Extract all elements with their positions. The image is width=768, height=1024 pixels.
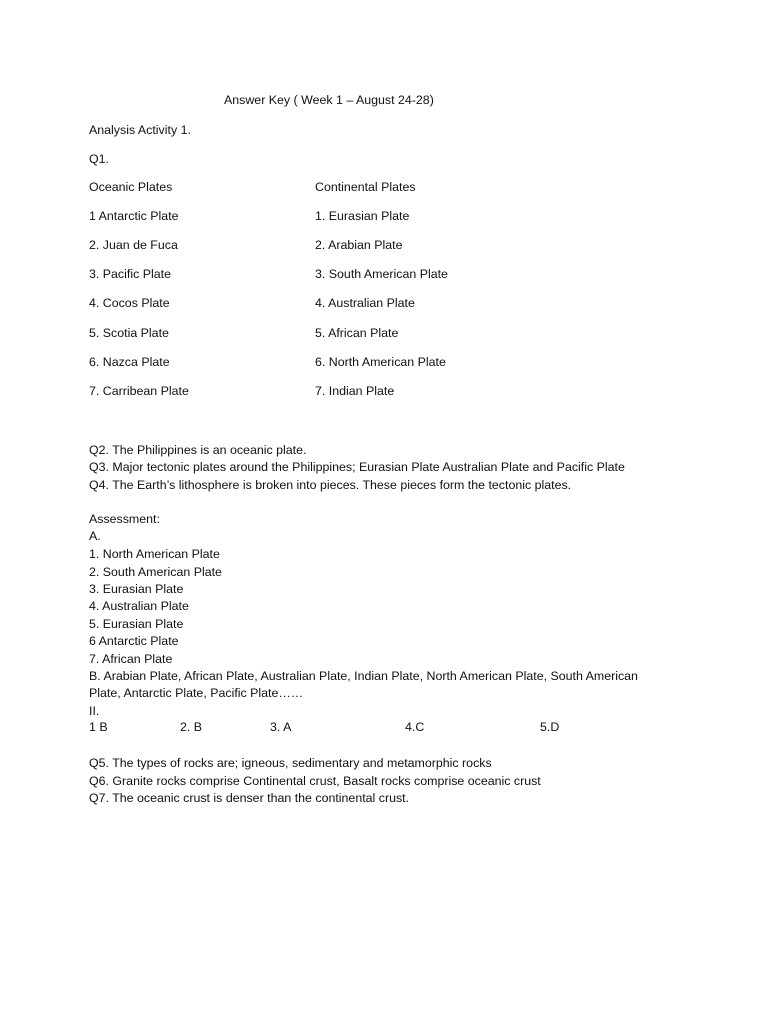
question-q3: Q3. Major tectonic plates around the Philippines; Eurasian Plate Australian Plate and Pacific Plate [89, 460, 625, 474]
oceanic-plate-item: 1 Antarctic Plate [89, 209, 179, 223]
continental-plate-item: 5. African Plate [315, 326, 399, 340]
answer-4: 4.C [405, 720, 425, 734]
assessment-part-ii: II. [89, 704, 100, 718]
continental-plate-item: 3. South American Plate [315, 267, 448, 281]
oceanic-plate-item: 3. Pacific Plate [89, 267, 171, 281]
question-q2: Q2. The Philippines is an oceanic plate. [89, 443, 307, 457]
assessment-a-item: 4. Australian Plate [89, 599, 189, 613]
oceanic-plate-item: 4. Cocos Plate [89, 296, 170, 310]
q1-label: Q1. [89, 152, 109, 166]
answer-3: 3. A [270, 720, 292, 734]
question-q5: Q5. The types of rocks are; igneous, sedimentary and metamorphic rocks [89, 756, 492, 770]
continental-plate-item: 2. Arabian Plate [315, 238, 403, 252]
continental-plate-item: 7. Indian Plate [315, 384, 395, 398]
assessment-part-b-line1: B. Arabian Plate, African Plate, Australian Plate, Indian Plate, North American Plate, South American [89, 669, 638, 683]
assessment-a-item: 3. Eurasian Plate [89, 582, 184, 596]
oceanic-plates-header: Oceanic Plates [89, 180, 173, 194]
analysis-heading: Analysis Activity 1. [89, 123, 191, 137]
continental-plate-item: 1. Eurasian Plate [315, 209, 410, 223]
assessment-heading: Assessment: [89, 512, 160, 526]
oceanic-plate-item: 5. Scotia Plate [89, 326, 169, 340]
answer-5: 5.D [540, 720, 560, 734]
question-q6: Q6. Granite rocks comprise Continental crust, Basalt rocks comprise oceanic crust [89, 774, 541, 788]
assessment-a-item: 2. South American Plate [89, 565, 222, 579]
answer-1: 1 B [89, 720, 108, 734]
assessment-part-b-line2: Plate, Antarctic Plate, Pacific Plate…… [89, 686, 304, 700]
assessment-part-a: A. [89, 529, 101, 543]
question-q4: Q4. The Earth’s lithosphere is broken into pieces. These pieces form the tectonic plates. [89, 478, 572, 492]
continental-plate-item: 6. North American Plate [315, 355, 446, 369]
assessment-a-item: 1. North American Plate [89, 547, 220, 561]
continental-plates-header: Continental Plates [315, 180, 416, 194]
continental-plate-item: 4. Australian Plate [315, 296, 415, 310]
oceanic-plate-item: 6. Nazca Plate [89, 355, 170, 369]
question-q7: Q7. The oceanic crust is denser than the continental crust. [89, 791, 410, 805]
assessment-a-item: 6 Antarctic Plate [89, 634, 179, 648]
oceanic-plate-item: 7. Carribean Plate [89, 384, 189, 398]
document-title: Answer Key ( Week 1 – August 24-28) [224, 93, 434, 107]
assessment-a-item: 7. African Plate [89, 652, 173, 666]
assessment-a-item: 5. Eurasian Plate [89, 617, 184, 631]
answer-2: 2. B [180, 720, 203, 734]
oceanic-plate-item: 2. Juan de Fuca [89, 238, 178, 252]
